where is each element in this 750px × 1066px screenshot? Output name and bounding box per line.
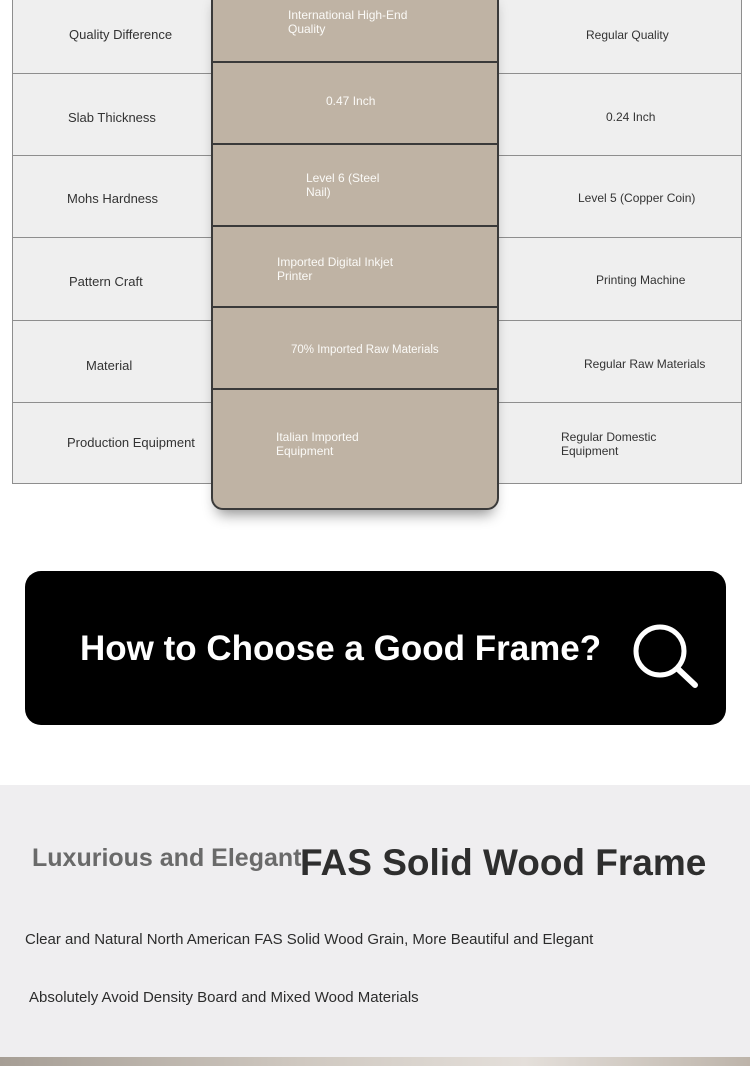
product-cell [213, 390, 497, 508]
product-value: Imported Digital Inkjet Printer [277, 255, 394, 283]
regular-value: Regular Raw Materials [584, 357, 706, 371]
product-value: 70% Imported Raw Materials [291, 344, 439, 356]
how-to-choose-banner [25, 571, 726, 725]
attribute-label: Production Equipment [67, 435, 195, 450]
regular-cell [498, 402, 742, 484]
attribute-cell [12, 237, 212, 321]
attribute-cell [12, 402, 212, 484]
feature-subtitle: Luxurious and Elegant [32, 844, 302, 872]
product-cell [213, 227, 497, 308]
attribute-label: Mohs Hardness [67, 191, 159, 206]
attribute-label: Quality Difference [69, 27, 173, 42]
attribute-label: Material [86, 358, 133, 373]
attribute-cell [12, 155, 212, 238]
product-cell [213, 308, 497, 390]
product-value: Italian Imported Equipment [276, 430, 359, 458]
regular-cell [498, 320, 742, 403]
feature-section [0, 785, 750, 1057]
regular-cell [498, 237, 742, 321]
feature-title: FAS Solid Wood Frame [300, 842, 707, 883]
product-cell [213, 63, 497, 145]
feature-point: Clear and Natural North American FAS Solid Wood Grain, More Beautiful and Elegant [25, 931, 594, 948]
regular-cell [498, 155, 742, 238]
attribute-label: Pattern Craft [69, 274, 143, 289]
product-value: International High-End Quality [288, 8, 408, 36]
regular-value: Level 5 (Copper Coin) [578, 191, 696, 205]
product-value: Level 6 (Steel Nail) [306, 171, 380, 199]
product-photo [0, 1057, 750, 1066]
attribute-cell [12, 0, 212, 74]
regular-value: Regular Quality [586, 28, 669, 42]
banner-title: How to Choose a Good Frame? [80, 629, 602, 668]
regular-value: Regular Domestic Equipment [561, 430, 657, 458]
product-column [211, 0, 499, 510]
regular-cell [498, 0, 742, 74]
attribute-label: Slab Thickness [68, 110, 156, 125]
attribute-cell [12, 320, 212, 403]
product-cell [213, 0, 497, 63]
regular-value: Printing Machine [596, 273, 686, 287]
regular-cell [498, 73, 742, 156]
attribute-cell [12, 73, 212, 156]
search-icon [629, 621, 701, 691]
regular-value: 0.24 Inch [606, 110, 656, 124]
product-value: 0.47 Inch [326, 94, 376, 108]
feature-point: Absolutely Avoid Density Board and Mixed Wood Materials [29, 989, 419, 1006]
product-cell [213, 145, 497, 227]
